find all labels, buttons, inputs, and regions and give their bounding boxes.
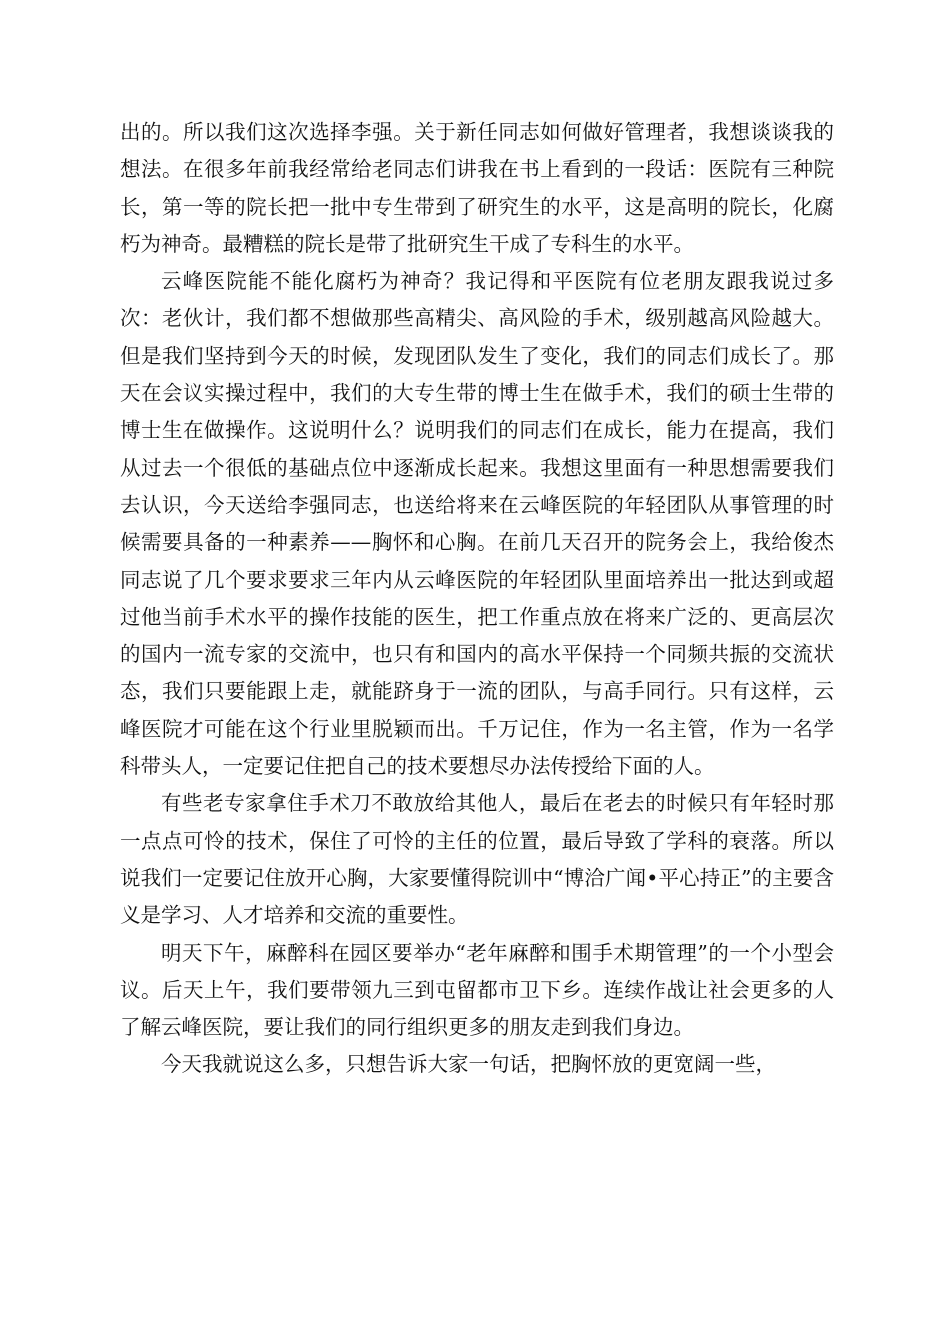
paragraph-5: 今天我就说这么多，只想告诉大家一句话，把胸怀放的更宽阔一些，: [161, 1052, 776, 1077]
paragraph-4: 明天下午，麻醉科在园区要举办“老年麻醉和围手术期管理”的一个小型会议。后天上午，我们要带领九三到屯留都市卫下乡。连续作战让社会更多的人了解云峰医院，要让我们的同行组织更多的朋友走到我们身边。: [120, 940, 834, 1040]
paragraph-3: 有些老专家拿住手术刀不敢放给其他人，最后在老去的时候只有年轻时那一点点可怜的技术，保住了可怜的主任的位置，最后导致了学科的衰落。所以说我们一定要记住放开心胸，大家要懂得院训中“博洽广闻•平心持正”的主要含义是学习、人才培养和交流的重要性。: [120, 791, 834, 928]
paragraph-2: 云峰医院能不能化腐朽为神奇？我记得和平医院有位老朋友跟我说过多次：老伙计，我们都不想做那些高精尖、高风险的手术，级别越高风险越大。但是我们坚持到今天的时候，发现团队发生了变化，我们的同志们成长了。那天在会议实操过程中，我们的大专生带的博士生在做手术，我们的硕士生带的博士生在做操作。这说明什么？说明我们的同志们在成长，能力在提高，我们从过去一个很低的基础点位中逐渐成长起来。我想这里面有一种思想需要我们去认识，今天送给李强同志，也送给将来在云峰医院的年轻团队从事管理的时候需要具备的一种素养——胸怀和心胸。在前几天召开的院务会上，我给俊杰同志说了几个要求要求三年内从云峰医院的年轻团队里面培养出一批达到或超过他当前手术水平的操作技能的医生，把工作重点放在将来广泛的、更高层次的国内一流专家的交流中，也只有和国内的高水平保持一个同频共振的交流状态，我们只要能跟上走，就能跻身于一流的团队，与高手同行。只有这样，云峰医院才可能在这个行业里脱颖而出。千万记住，作为一名主管，作为一名学科带头人，一定要记住把自己的技术要想尽办法传授给下面的人。: [120, 269, 834, 779]
document-page: [120, 114, 834, 1084]
paragraph-1: 出的。所以我们这次选择李强。关于新任同志如何做好管理者，我想谈谈我的想法。在很多年前我经常给老同志们讲我在书上看到的一段话：医院有三种院长，第一等的院长把一批中专生带到了研究生的水平，这是高明的院长，化腐朽为神奇。最糟糕的院长是带了批研究生干成了专科生的水平。: [120, 120, 834, 256]
